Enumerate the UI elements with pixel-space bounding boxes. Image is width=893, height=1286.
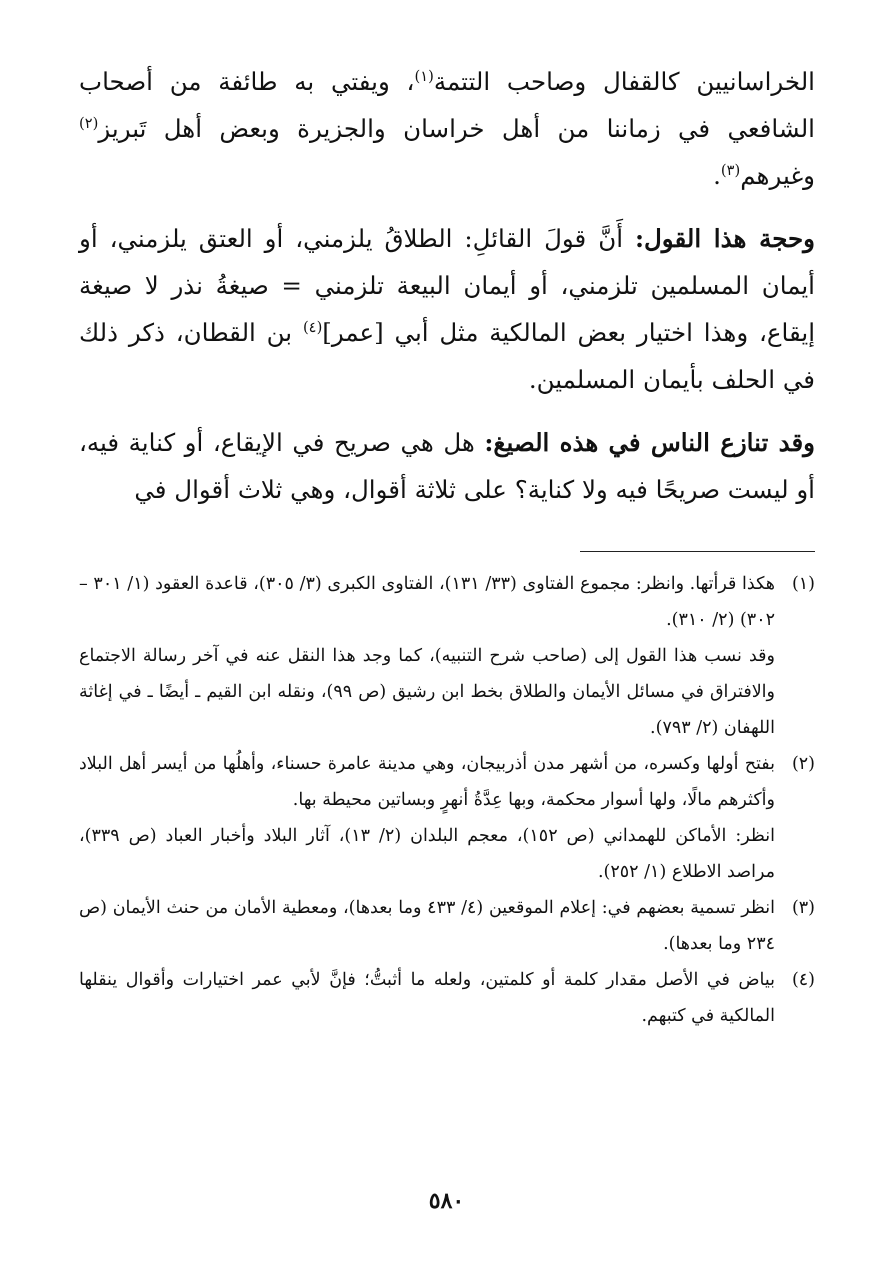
footnote-4 [79,962,815,1034]
footnote-text: بفتح أولها وكسره، من أشهر مدن أذربيجان، وهي مدينة عامرة حسناء، وأهلُها من أيسر أهل البلاد وأكثرهم مالًا، ولها أسوار محكمة، وبها عِدَّةُ أنهرٍ وبساتين محيطة بها. [79,754,775,810]
footnote-body [79,890,775,962]
footnote-text: وقد نسب هذا القول إلى (صاحب شرح التنبيه)، كما وجد هذا النقل عنه في آخر رسالة الاجتماع والافتراق في مسائل الأيمان والطلاق بخط ابن رشيق (ص ٩٩)، ونقله ابن القيم ـ أيضًا ـ في إغاثة اللهفان (٢/ ٧٩٣). [79,646,775,738]
footnote-divider [580,551,815,552]
paragraph-3-lead: وقد تنازع الناس في هذه الصيغ: [484,428,816,457]
footnote-3 [79,890,815,962]
paragraph-1-text-1: الخراسانيين كالقفال وصاحب التتمة [433,67,815,96]
paragraph-2-lead: وحجة هذا القول: [634,224,815,253]
footnote-number: (٣) [791,898,815,918]
footnote-text: بياض في الأصل مقدار كلمة أو كلمتين، ولعله ما أثبتُّ؛ فإنَّ لأبي عمر اختيارات وأقوال ينقلها المالكية في كتبهم. [79,970,775,1026]
paragraph-1-text-2: ، ويفتي به طائفة من أصحاب الشافعي في زماننا من أهل خراسان والجزيرة وبعض أهل تَبريز [79,67,815,143]
footnote-text: انظر تسمية بعضهم في: إعلام الموقعين (٤/ ٤٣٣ وما بعدها)، ومعطية الأمان من حنث الأيمان (ص ٢٣٤ وما بعدها). [79,898,775,954]
footnote-number: (٢) [791,754,815,774]
footnote-ref-3[interactable]: (٣) [720,161,741,179]
paragraph-2-text-1: أَنَّ قولَ القائلِ: الطلاقُ يلزمني، أو العتق يلزمني، أو أيمان المسلمين تلزمني، أو أيمان البيعة تلزمني = صيغةُ نذر لا صيغة إيقاع، وهذا اختيار بعض المالكية مثل أبي [عمر] [79,224,815,347]
paragraph-1 [79,58,815,199]
footnote-1 [79,566,815,746]
paragraph-1-text-3: وغيرهم [740,161,815,190]
footnote-number: (١) [791,574,815,594]
paragraph-2 [79,215,815,403]
main-text [79,58,815,513]
footnote-number: (٤) [791,970,815,990]
footnote-body [79,746,775,890]
paragraph-3-text-1: هل هي صريح في الإيقاع، أو كناية فيه، أو ليست صريحًا فيه ولا كناية؟ على ثلاثة أقوال، وهي ثلاث أقوال في [79,428,815,504]
footnote-ref-4[interactable]: (٤) [302,318,323,336]
paragraph-3 [79,419,815,513]
footnote-ref-1[interactable]: (١) [414,67,434,85]
footnote-body [79,962,775,1034]
footnote-2 [79,746,815,890]
footnote-text: انظر: الأماكن للهمداني (ص ١٥٢)، معجم البلدان (٢/ ١٣)، آثار البلاد وأخبار العباد (ص ٣٣٩)، مراصد الاطلاع (١/ ٢٥٢). [79,826,775,882]
page-number: ٥٨٠ [428,1188,465,1214]
paragraph-2-text-2: بن القطان، ذكر ذلك في الحلف بأيمان المسلمين. [79,318,815,394]
footnote-ref-2[interactable]: (٢) [79,114,99,132]
page-content [79,58,815,1034]
footnote-body [79,566,775,746]
footnote-text: هكذا قرأتها. وانظر: مجموع الفتاوى (٣٣/ ١٣١)، الفتاوى الكبرى (٣/ ٣٠٥)، قاعدة العقود (١/ ٣٠١ – ٣٠٢) (٢/ ٣١٠). [79,574,775,630]
footnotes [79,566,815,1034]
paragraph-1-text-4: . [713,161,721,190]
